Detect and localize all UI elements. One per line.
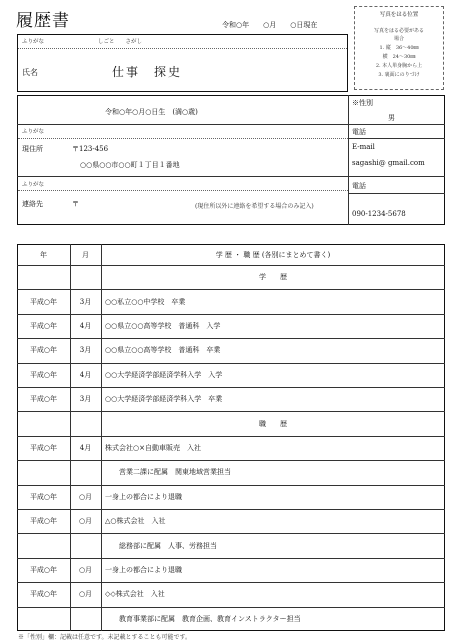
history-row-divider — [17, 436, 445, 437]
address-furigana-label: ふりがな — [22, 129, 45, 135]
contact-furigana-label: ふりがな — [22, 182, 45, 188]
history-detail: 教育事業部に配属 教育企画、教育インストラクター担当 — [105, 614, 301, 623]
history-detail: ○○県立○○高等学校 普通科 卒業 — [105, 346, 221, 355]
photo-note: 1. 縦 36〜40㎜ — [379, 45, 419, 51]
name-label: 氏名 — [22, 68, 38, 77]
history-month: ○月 — [78, 566, 93, 574]
history-year: 平成○年 — [29, 566, 58, 574]
history-detail: 学 歴 — [259, 273, 287, 282]
row-divider — [348, 138, 445, 139]
row-divider — [17, 176, 445, 177]
history-detail: ○○大学経済学部経済学科入学 入学 — [105, 370, 223, 379]
photo-note: 3. 裏面にのりづけ — [378, 72, 420, 78]
contact-phone: 090-1234-5678 — [352, 210, 406, 218]
history-row-divider — [17, 338, 445, 339]
history-year: 平成○年 — [29, 322, 58, 330]
header-row-divider — [17, 265, 445, 266]
history-year: 平成○年 — [29, 395, 58, 404]
history-year: 平成○年 — [29, 517, 58, 526]
address-label: 現住所 — [22, 145, 43, 153]
photo-note: 写真をはる必要がある — [373, 28, 424, 34]
history-row-divider — [17, 607, 445, 608]
contact-label: 連絡先 — [22, 200, 43, 208]
history-detail: ○○大学経済学部経済学科入学 卒業 — [105, 395, 223, 404]
history-month: 3月 — [79, 346, 92, 355]
history-detail: 一身上の都合により退職 — [105, 492, 182, 501]
birth-date: 令和○年○月○日生 (満○歳) — [105, 108, 198, 116]
history-month: 3月 — [79, 395, 92, 404]
history-row-divider — [17, 387, 445, 388]
history-year: 平成○年 — [29, 346, 58, 355]
history-month: 4月 — [79, 370, 92, 379]
history-row-divider — [17, 314, 445, 315]
row-divider — [348, 193, 445, 194]
date-label: 令和○年 ○月 ○日現在 — [222, 21, 318, 29]
contact-postal: 〒 — [72, 200, 79, 208]
history-row-divider — [17, 582, 445, 583]
history-row-divider — [17, 509, 445, 510]
month-detail-divider — [101, 244, 102, 631]
phone-label: 電話 — [352, 128, 366, 136]
photo-note: 横 24〜30㎜ — [382, 54, 416, 60]
history-month: 4月 — [79, 444, 92, 452]
history-month: 4月 — [79, 322, 92, 330]
gender-value: 男 — [388, 114, 395, 122]
history-month: ○月 — [78, 492, 93, 501]
document-title: 履歴書 — [16, 11, 70, 31]
history-detail: ○○私立○○中学校 卒業 — [105, 297, 186, 306]
history-year: 平成○年 — [29, 370, 58, 379]
history-row-divider — [17, 411, 445, 412]
history-detail: 職 歴 — [259, 419, 287, 428]
history-detail: 営業二課に配属 関東地域営業担当 — [105, 468, 231, 477]
history-month: 3月 — [79, 297, 92, 306]
history-year: 平成○年 — [29, 444, 58, 452]
history-detail: △○株式会社 入社 — [105, 517, 166, 526]
history-row-divider — [17, 533, 445, 534]
furigana-divider — [18, 48, 347, 49]
applicant-name: 仕事 探史 — [112, 65, 183, 79]
history-row-divider — [17, 558, 445, 559]
name-block — [17, 34, 348, 92]
photo-placeholder — [354, 6, 444, 90]
history-month: ○月 — [78, 517, 93, 526]
history-row-divider — [17, 485, 445, 486]
header-year: 年 — [40, 251, 47, 259]
history-row-divider — [17, 460, 445, 461]
history-detail: ◇◇株式会社 入社 — [105, 590, 165, 599]
footer-note: ※「性別」欄：記載は任意です。未記載とすることも可能です。 — [18, 634, 192, 641]
column-divider — [348, 95, 349, 225]
history-detail: 総務部に配属 人事、労務担当 — [105, 541, 217, 550]
name-furigana-label: ふりがな — [22, 39, 45, 45]
history-detail: 一身上の都合により退職 — [105, 566, 182, 574]
gender-label: ※性別 — [352, 99, 373, 107]
history-year: 平成○年 — [29, 492, 58, 501]
photo-note: 2. 本人単身胸から上 — [375, 63, 423, 69]
row-divider — [17, 124, 445, 125]
history-row-divider — [17, 289, 445, 290]
contact-phone-label: 電話 — [352, 182, 366, 190]
name-furigana: しごと さがし — [98, 39, 143, 45]
furigana-divider — [18, 138, 348, 139]
furigana-divider — [18, 190, 348, 191]
history-year: 平成○年 — [29, 590, 58, 599]
postal-code: 〒123-456 — [72, 145, 109, 153]
email-value: sagashi@ gmail.com — [352, 159, 425, 167]
header-month: 月 — [82, 251, 89, 259]
address-value: ○○県○○市○○町１丁目１番地 — [80, 161, 180, 169]
history-year: 平成○年 — [29, 297, 58, 306]
header-detail: 学 歴 ・ 職 歴 (各別にまとめて書く) — [215, 251, 331, 259]
history-row-divider — [17, 363, 445, 364]
history-month: ○月 — [78, 590, 93, 599]
contact-note: (現住所以外に連絡を希望する場合のみ記入) — [195, 203, 314, 210]
history-detail: 株式会社○×自動車販売 入社 — [105, 444, 201, 452]
history-detail: ○○県立○○高等学校 普通科 入学 — [105, 322, 221, 330]
email-label: E-mail — [352, 143, 375, 151]
photo-note: 場合 — [393, 36, 404, 42]
photo-title: 写真をはる位置 — [379, 12, 419, 18]
